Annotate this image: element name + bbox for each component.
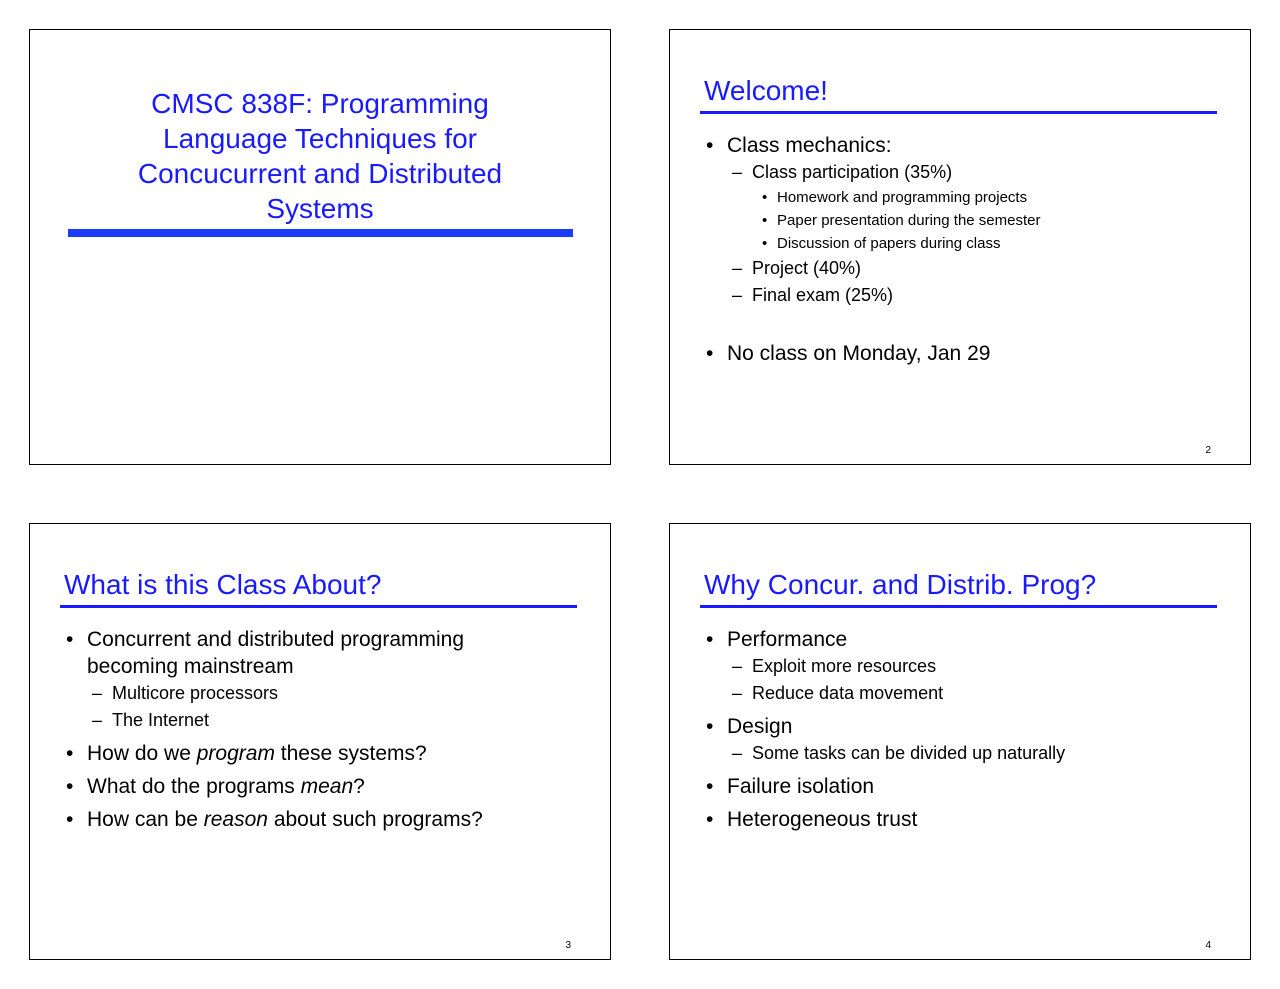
title-rule — [60, 605, 577, 608]
bullet-text: How can be — [87, 808, 198, 831]
bullet-item — [64, 626, 594, 680]
bullet-item: • Failure isolation — [704, 773, 1234, 800]
title-rule — [700, 111, 1217, 114]
page-number: 3 — [565, 940, 571, 951]
bullet-item: • Class mechanics: — [704, 132, 1234, 159]
slide-title: Welcome! — [704, 75, 828, 106]
bullet-text: becoming mainstream — [87, 655, 294, 678]
sub-bullet-item: – Class participation (35%) — [704, 159, 1234, 186]
slide-3 — [29, 523, 611, 960]
page-number: 4 — [1205, 940, 1211, 951]
sub-bullet-item: – Multicore processors — [64, 680, 594, 707]
sub-bullet-item: – The Internet — [64, 707, 594, 734]
sub-sub-bullet-item: • Homework and programming projects — [704, 186, 1234, 209]
emphasis-text: reason — [203, 808, 268, 831]
slide-title: Why Concur. and Distrib. Prog? — [704, 569, 1097, 600]
bullet-item: • Performance — [704, 626, 1234, 653]
bullet-text: these systems? — [280, 742, 427, 765]
title-rule — [700, 605, 1217, 608]
bullet-text: How do we — [87, 742, 191, 765]
bullet-item — [64, 773, 594, 800]
sub-bullet-item: – Some tasks can be divided up naturally — [704, 740, 1234, 767]
slide-body — [704, 620, 1234, 833]
bullet-item — [64, 740, 594, 767]
cover-title-line: Language Techniques for — [163, 123, 477, 154]
sub-bullet-item: – Project (40%) — [704, 255, 1234, 282]
bullet-item: • No class on Monday, Jan 29 — [704, 340, 1234, 367]
bullet-text: Concurrent and distributed programming — [87, 628, 465, 651]
sub-bullet-item: – Final exam (25%) — [704, 282, 1234, 309]
cover-title — [90, 86, 550, 226]
bullet-item: • Design — [704, 713, 1234, 740]
bullet-text: about such programs? — [273, 808, 483, 831]
cover-title-line: Concucurrent and Distributed — [137, 158, 503, 189]
slide-4 — [669, 523, 1251, 960]
bullet-text: What do the programs — [87, 775, 295, 798]
cover-title-rule — [68, 229, 573, 237]
bullet-item — [64, 806, 594, 833]
emphasis-text: program — [196, 742, 275, 765]
slide-2 — [669, 29, 1251, 465]
sub-bullet-item: – Reduce data movement — [704, 680, 1234, 707]
page-number: 2 — [1205, 445, 1211, 456]
sub-bullet-item: – Exploit more resources — [704, 653, 1234, 680]
slide-1 — [29, 29, 611, 465]
bullet-text: ? — [353, 775, 365, 798]
slide-title: What is this Class About? — [64, 569, 382, 600]
bullet-item: • Heterogeneous trust — [704, 806, 1234, 833]
sub-sub-bullet-item: • Discussion of papers during class — [704, 232, 1234, 255]
cover-title-line: CMSC 838F: Programming — [151, 88, 489, 119]
emphasis-text: mean — [300, 775, 354, 798]
sub-sub-bullet-item: • Paper presentation during the semester — [704, 209, 1234, 232]
cover-title-line: Systems — [266, 193, 374, 224]
slide-body — [704, 126, 1234, 367]
slide-body — [64, 620, 594, 833]
